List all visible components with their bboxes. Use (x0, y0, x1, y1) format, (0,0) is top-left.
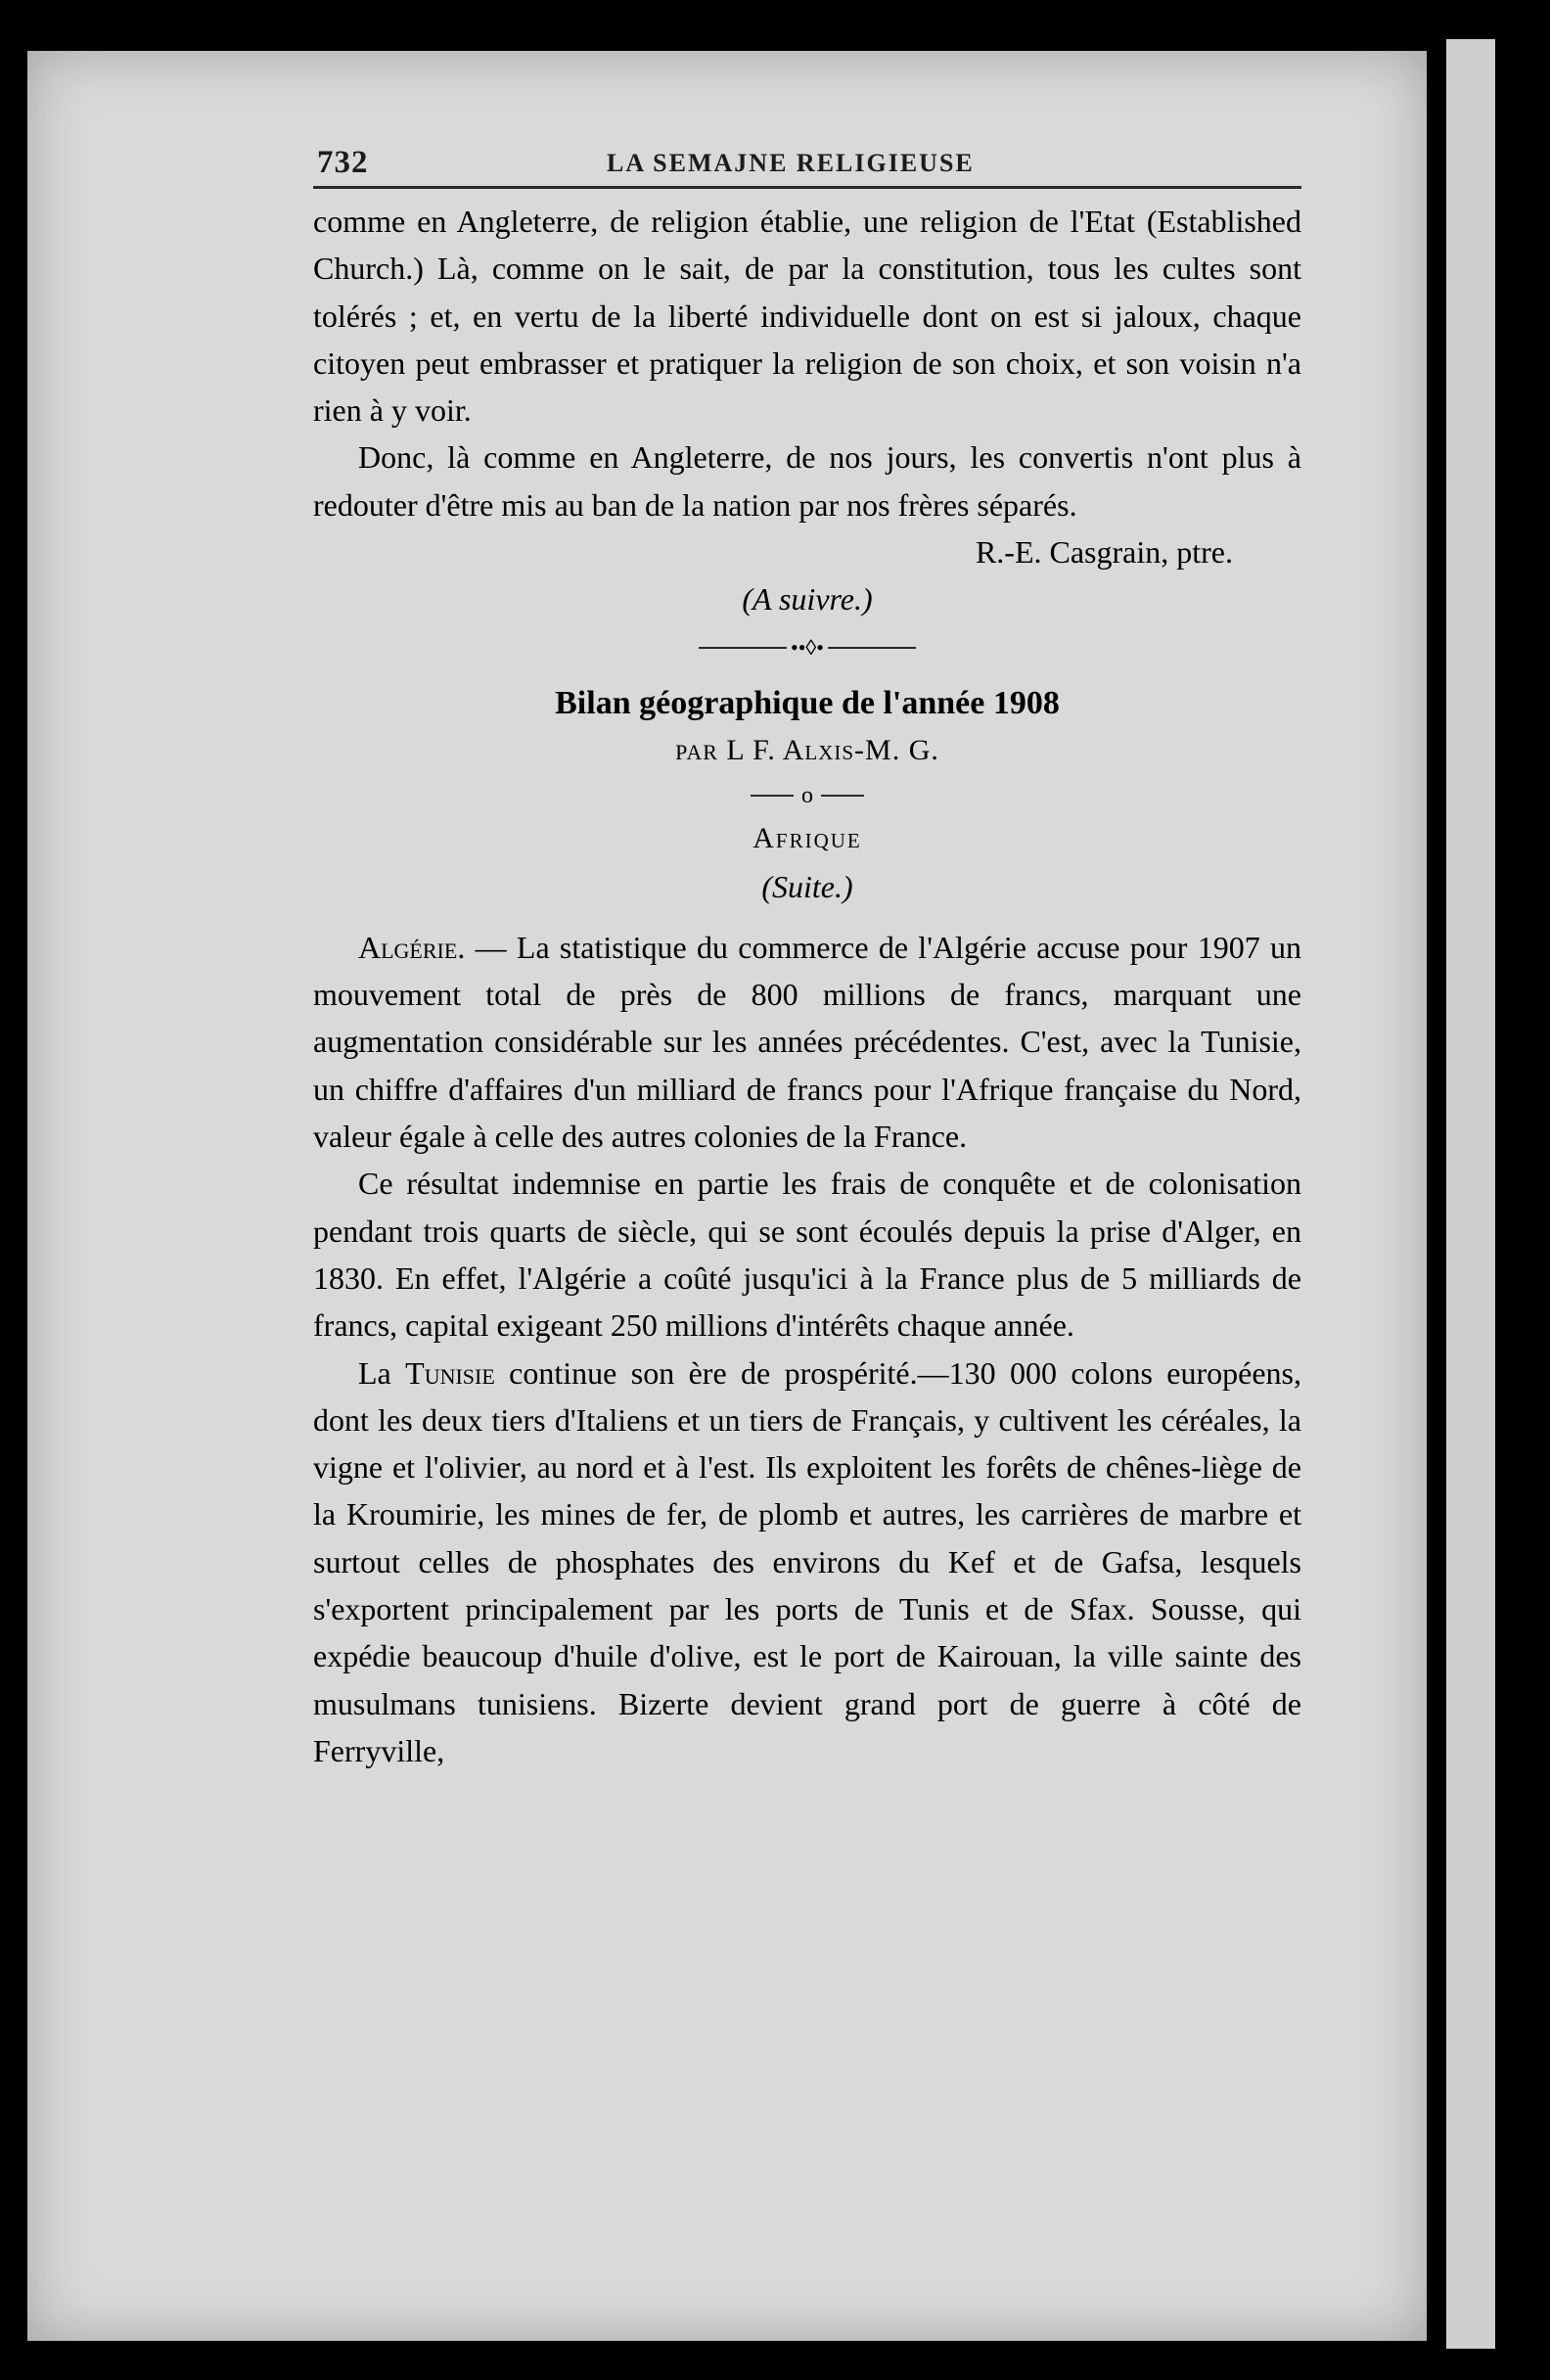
paragraph-resultat: Ce résultat indemnise en partie les frais de conquête et de colonisation pendant trois quarts de siècle, qui se sont écoulés depuis la prise d'Alger, en 1830. En effet, l'Algérie a coûté jusqu'ici à la France plus de 5 milliards de francs, capital exigeant 250 millions d'intérêts chaque année. (313, 1166, 1301, 1344)
tunisie-text: continue son ère de prospérité.—130 000 colons européens, dont les deux tiers d'Italiens et un tiers de Français, y cultivent les céréales, la vigne et l'olivier, au nord et à l'est. Ils exploitent les forêts de chênes-liège de la Kroumirie, les mines de fer, de plomb et autres, les carrières de marbre et surtout celles de phosphates des environs du Kef et de Gafsa, lesquels s'exportent principalement par les ports de Tunis et de Sfax. Sousse, qui expédie beaucoup d'huile d'olive, est le port de Kairouan, la ville sainte des musulmans tunisiens. Bizerte devient grand port de guerre à côté de Ferryville, (313, 1354, 1302, 1768)
byline-prefix: PAR (675, 739, 718, 764)
ornament-line-right (828, 647, 916, 649)
section-heading: Afrique (752, 822, 862, 855)
facing-page-edge (1446, 39, 1495, 2349)
paragraph-converts: Donc, là comme en Angleterre, de nos jours, les convertis n'ont plus à redouter d'être mis au ban de la nation par nos frères séparés. (313, 439, 1301, 523)
article-title: Bilan géographique de l'année 1908 (555, 684, 1060, 721)
ornament-line-left (699, 647, 787, 649)
book-page (27, 51, 1427, 2341)
signature-text: R.-E. Casgrain, ptre. (975, 534, 1233, 571)
byline-name: L F. Alxis-M. G. (726, 733, 939, 766)
separator-line-right (821, 795, 864, 797)
page-number: 732 (317, 145, 369, 180)
section-note: (Suite.) (761, 868, 853, 904)
running-head: LA SEMAJNE RELIGIEUSE (607, 149, 975, 177)
author-signature (313, 528, 1301, 575)
paragraph-tunisie (313, 1350, 1301, 1775)
to-follow-note: (A suivre.) (742, 581, 873, 618)
spacer (313, 910, 1301, 924)
section-separator (313, 776, 1301, 815)
separator-line-left (751, 795, 794, 797)
tunisie-lead: Tunisie (405, 1354, 495, 1391)
tunisie-pre: La (358, 1354, 406, 1391)
article-byline (313, 727, 1301, 776)
header-rule (313, 186, 1301, 189)
separator-mark: o (801, 783, 813, 809)
body-text (313, 198, 1301, 1774)
algerie-text: — La statistique du commerce de l'Algérie accuse pour 1907 un mouvement total de près de 800 millions de francs, marquant une augmentation considérable sur les années précédentes. C'est, avec la Tunisie, un chiffre d'affaires d'un milliard de francs pour l'Afrique française du Nord, valeur égale à celle des autres colonies de la France. (313, 929, 1301, 1155)
paragraph-establishment: comme en Angleterre, de religion établie, une religion de l'Etat (Established Church.) Là, comme on le sait, de par la constitution, tous les cultes sont tolérés ; et, en vertu de la liberté individuelle dont on est si jaloux, chaque citoyen peut embrasser et pratiquer la religion de son choix, et son voisin n'a rien à y voir. (313, 204, 1301, 429)
ornament-mark: ••◊• (791, 634, 824, 660)
paragraph-algerie (313, 924, 1301, 1160)
algerie-lead: Algérie. (358, 929, 466, 965)
ornament-divider (313, 623, 1301, 672)
